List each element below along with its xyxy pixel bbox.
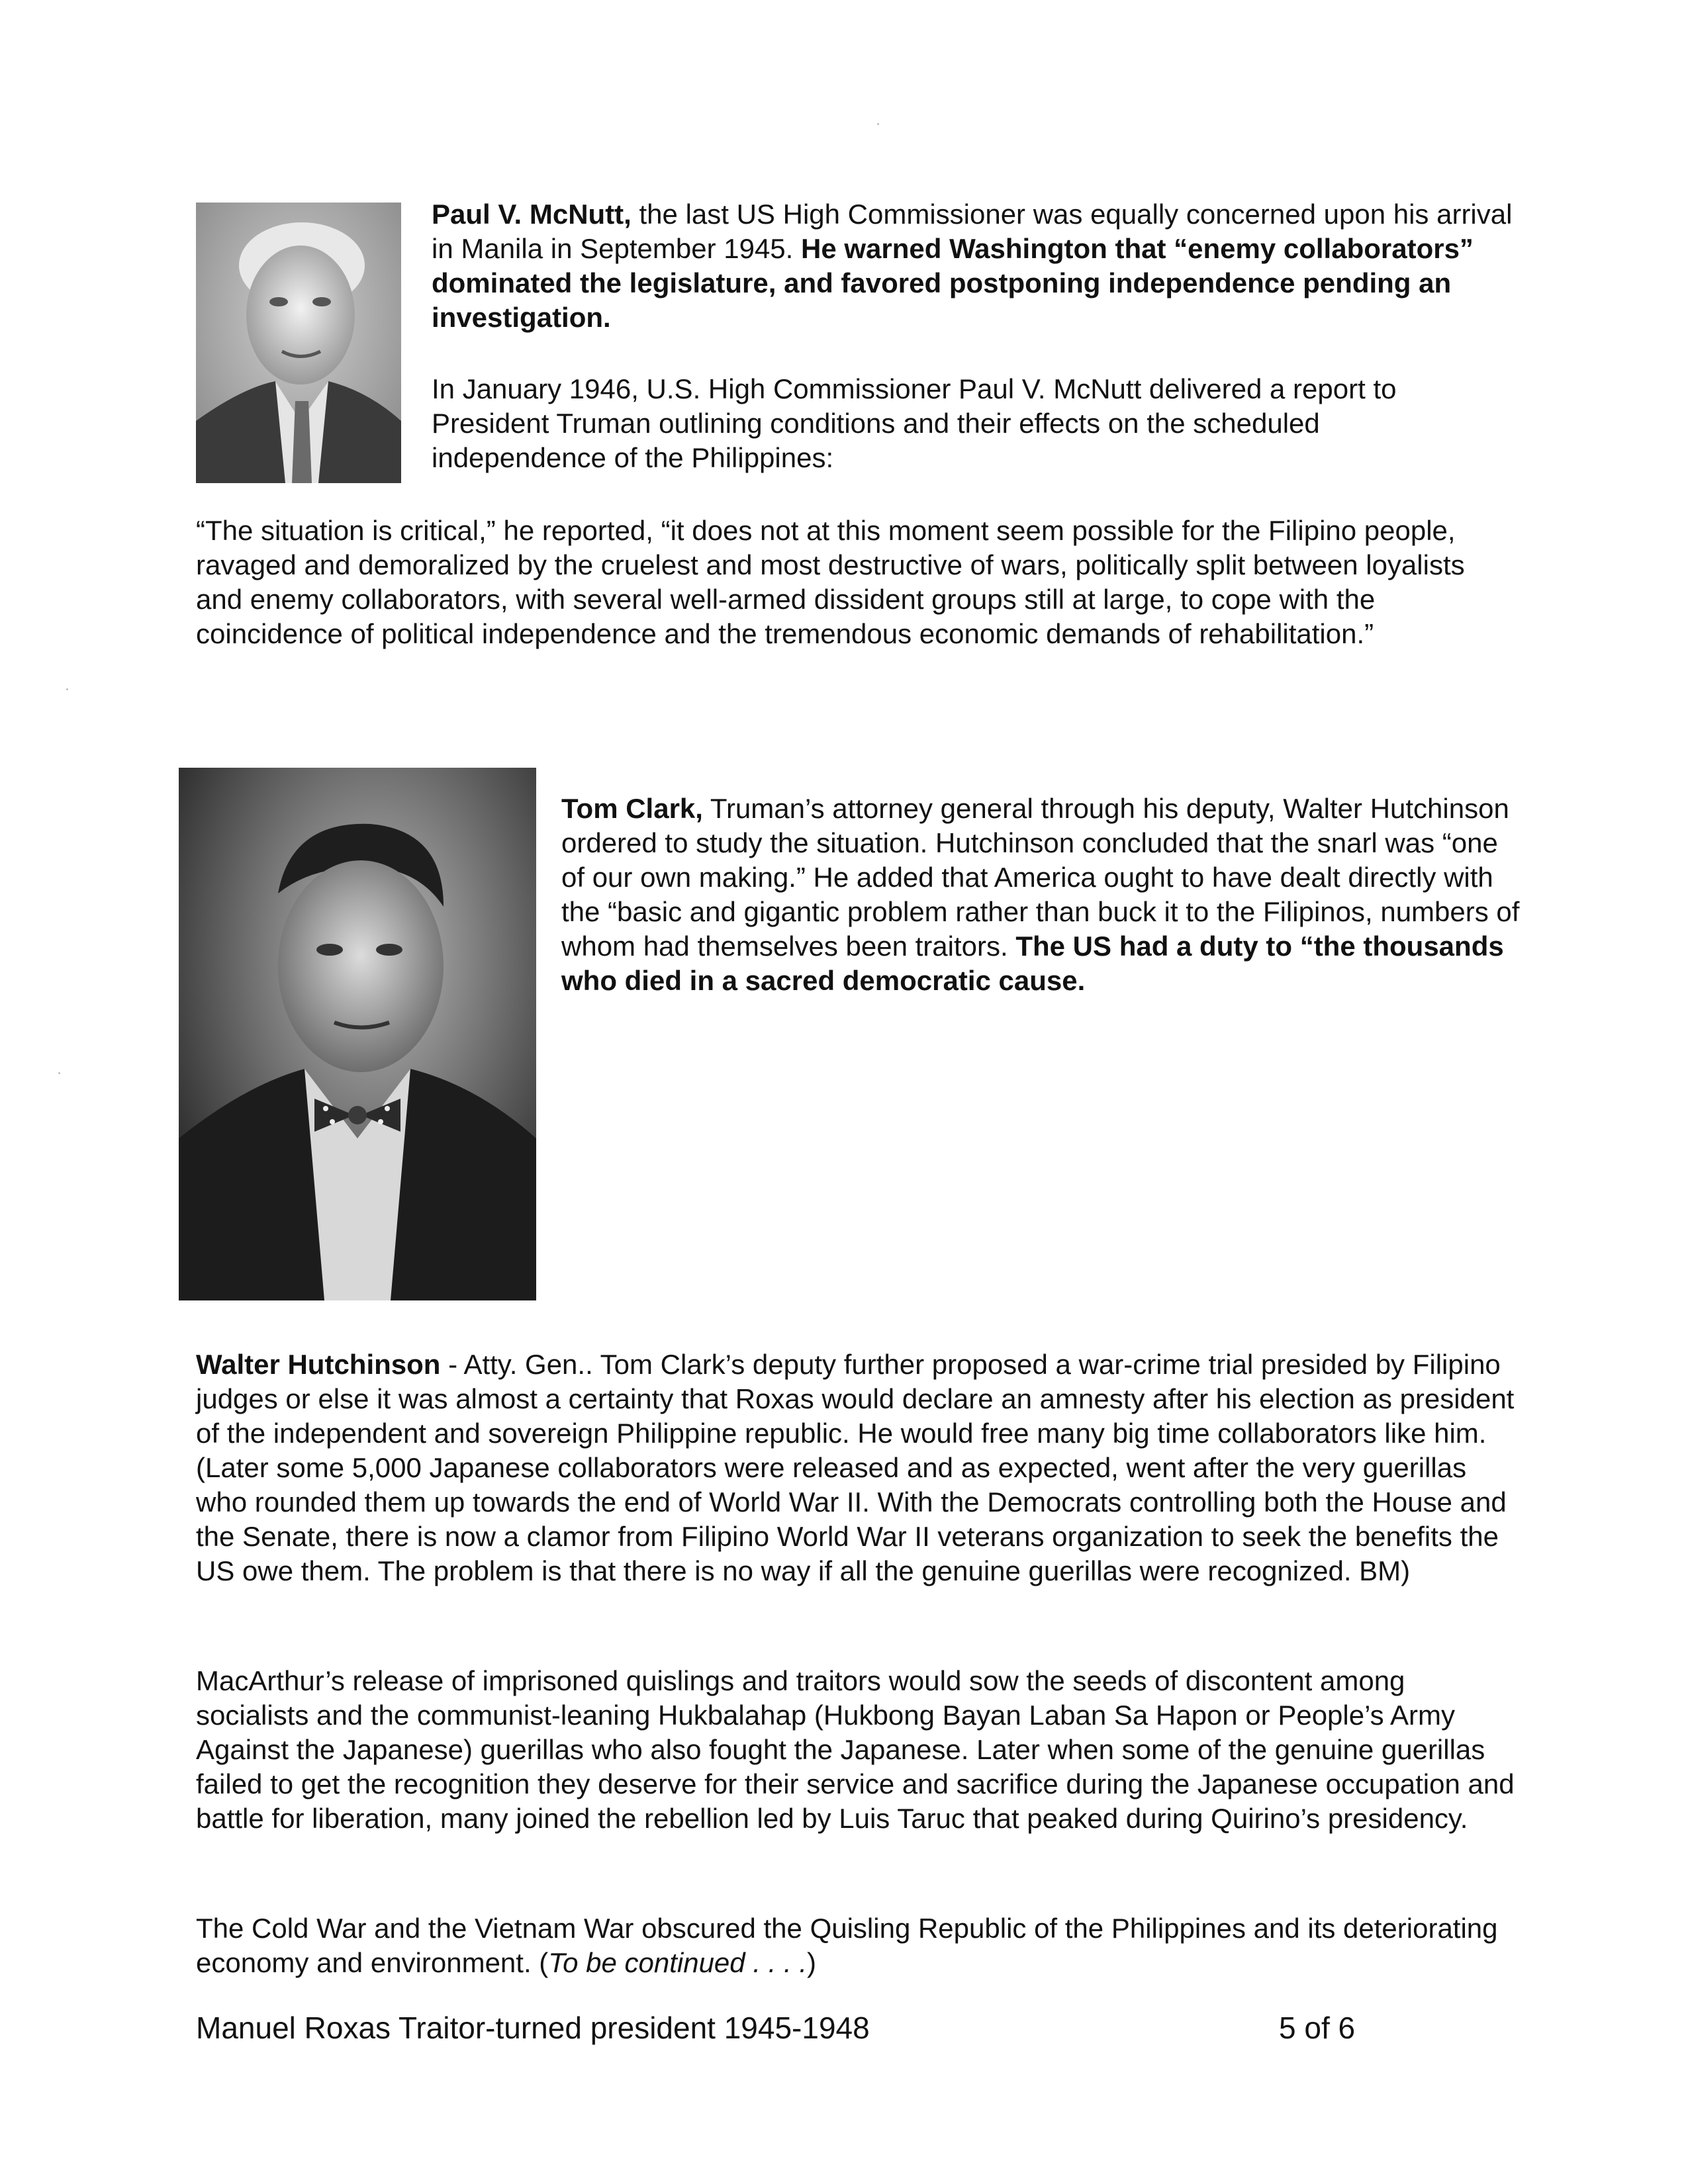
tom-clark-name: Tom Clark,	[561, 793, 703, 824]
mcnutt-warning-text: He warned Washington that “enemy collaborators” dominated the legislature, and favored postponing independence pending an investigation.	[432, 233, 1474, 333]
walter-hutchinson-name: Walter Hutchinson	[196, 1349, 441, 1380]
mcnutt-intro-paragraph	[432, 197, 1517, 335]
scan-speck	[66, 688, 68, 690]
tom-clark-text: Truman’s attorney general through his deputy, Walter Hutchinson ordered to study the situation. Hutchinson concluded that the snarl was “one of our own making.” He added that America ought to have dealt directly with the “basic and gigantic problem rather than buck it to the Filipinos, numbers of whom had themselves been traitors.	[561, 793, 1520, 962]
scan-speck	[877, 123, 879, 125]
photo-paul-mcnutt	[196, 203, 401, 483]
tom-clark-paragraph	[561, 792, 1521, 998]
tom-clark-duty-text: The US had a duty to “the thousands who died in a sacred democratic cause.	[561, 931, 1504, 996]
photo-tom-clark	[179, 768, 536, 1300]
to-be-continued-text: To be continued . . . .	[548, 1947, 807, 1978]
walter-hutchinson-paragraph	[196, 1347, 1517, 1588]
macarthur-paragraph: MacArthur’s release of imprisoned quislings and traitors would sow the seeds of discontent among socialists and the communist-leaning Hukbalahap (Hukbong Bayan Laban Sa Hapon or People’s Army Against the Japanese) guerillas who also fought the Japanese. Later when some of the genuine guerillas failed to get the recognition they deserve for their service and sacrifice during the Japanese occupation and battle for liberation, many joined the rebellion led by Luis Taruc that peaked during Quirino’s presidency.	[196, 1665, 1515, 1834]
mcnutt-report-paragraph: In January 1946, U.S. High Commissioner Paul V. McNutt delivered a report to President Truman outlining conditions and their effects on the scheduled independence of the Philippines:	[432, 373, 1397, 473]
cold-war-close: )	[807, 1947, 816, 1978]
footer-title: Manuel Roxas Traitor-turned president 1945-1948	[196, 2011, 870, 2045]
cold-war-text: The Cold War and the Vietnam War obscured the Quisling Republic of the Philippines and its deteriorating economy and environment. (	[196, 1913, 1498, 1978]
mcnutt-quote-paragraph: “The situation is critical,” he reported, “it does not at this moment seem possible for the Filipino people, ravaged and demoralized by the cruelest and most destructive of wars, politically split between loyalists and enemy collaborators, with several well-armed dissident groups still at large, to cope with the coincidence of political independence and the tremendous economic demands of rehabilitation.”	[196, 515, 1465, 649]
mcnutt-intro-text: the last US High Commissioner was equally concerned upon his arrival in Manila in September 1945.	[432, 199, 1513, 264]
cold-war-paragraph	[196, 1911, 1517, 1980]
mcnutt-name: Paul V. McNutt,	[432, 199, 632, 230]
walter-hutchinson-text: - Atty. Gen.. Tom Clark’s deputy further proposed a war-crime trial presided by Filipino judges or else it was almost a certainty that Roxas would declare an amnesty after his election as president of the independent and sovereign Philippine republic. He would free many big time collaborators like him. (Later some 5,000 Japanese collaborators were released and as expected, went after the very guerillas who rounded them up towards the end of World War II. With the Democrats controlling both the House and the Senate, there is now a clamor from Filipino World War II veterans organization to seek the benefits the US owe them. The problem is that there is no way if all the genuine guerillas were recognized. BM)	[196, 1349, 1515, 1586]
footer-page-number: 5 of 6	[1279, 2011, 1356, 2045]
scan-speck	[58, 1072, 60, 1074]
